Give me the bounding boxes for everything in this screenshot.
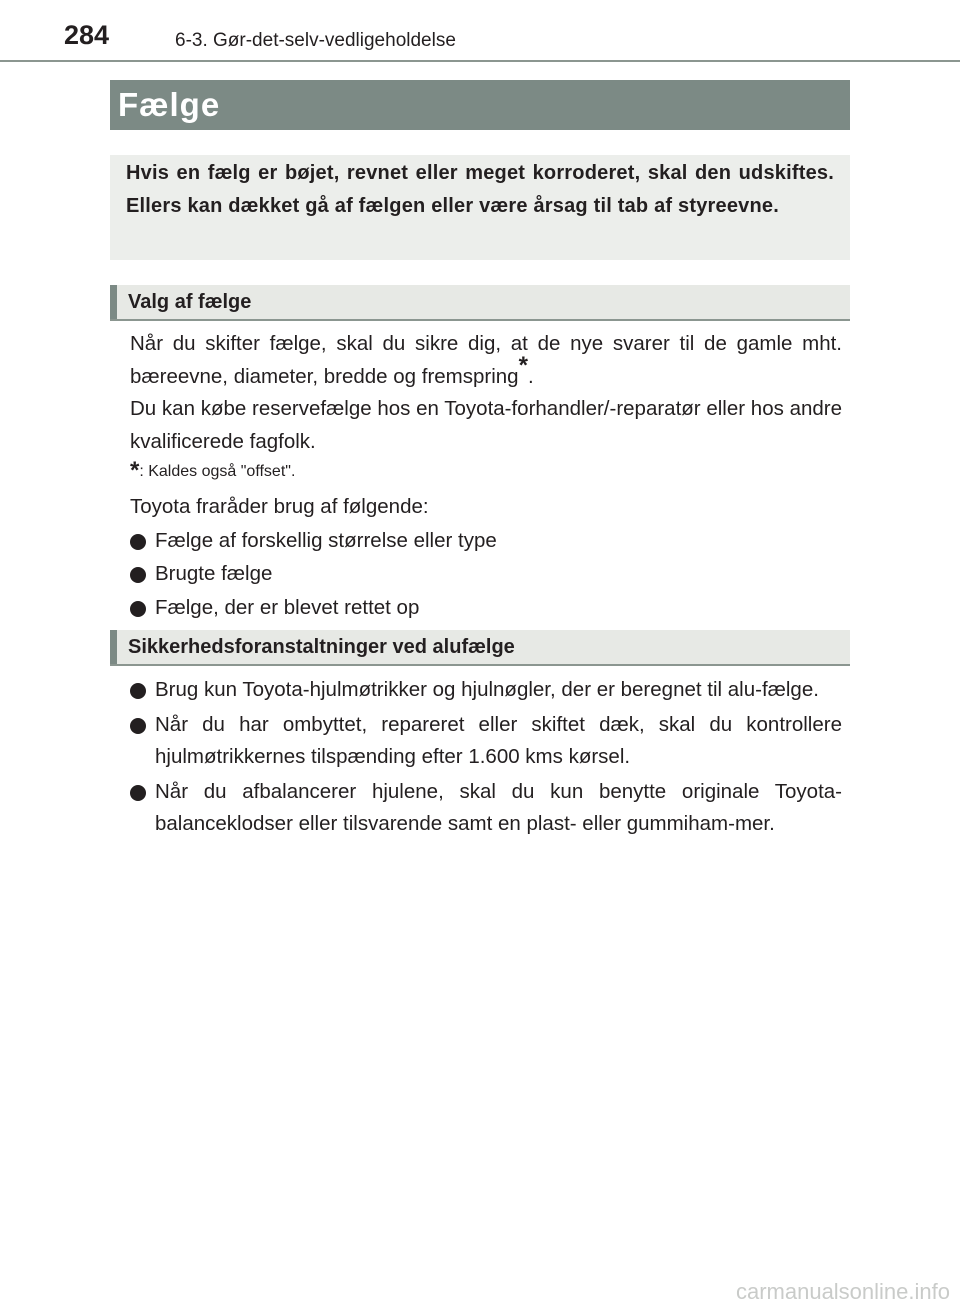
subheading-accent-bar — [110, 630, 117, 664]
paragraph-purchase: Du kan købe reservefælge hos en Toyota-forhandler/-reparatør eller hos andre kvalificerede fagfolk. — [130, 397, 842, 453]
subheading-label: Valg af fælge — [128, 291, 252, 313]
watermark: carmanualsonline.info — [735, 1279, 950, 1304]
bullet-icon — [130, 683, 146, 699]
title-banner — [110, 80, 850, 130]
bullet-icon — [130, 785, 146, 801]
section-valg-body — [130, 328, 842, 624]
section-reference: 6-3. Gør-det-selv-vedligeholdelse — [175, 30, 456, 51]
list-item: Når du har ombyttet, repareret eller skiftet dæk, skal du kontrollere hjulmøtrikkernes tilspænding efter 1.600 kms kørsel. — [130, 709, 842, 774]
section-alufaelge-body — [130, 674, 842, 841]
intro-text: Hvis en fælg er bøjet, revnet eller meget korroderet, skal den udskiftes. Ellers kan dækket gå af fælgen eller være årsag til tab af styreevne. — [126, 162, 834, 217]
bullet-list-safety — [130, 674, 842, 841]
subheading-accent-bar — [110, 285, 117, 319]
subheading-label: Sikkerhedsforanstaltninger ved alufælge — [128, 636, 515, 658]
subheading-valg-af-faelge — [110, 285, 850, 321]
subheading-sikkerhed-alufaelge — [110, 630, 850, 666]
bullet-icon — [130, 718, 146, 734]
list-item: Brugte fælge — [130, 558, 842, 591]
intro-box — [110, 155, 850, 260]
list-item: Brug kun Toyota-hjulmøtrikker og hjulnøgler, der er beregnet til alu-fælge. — [130, 674, 842, 707]
page-title: Fælge — [118, 86, 221, 123]
footnote: *: Kaldes også "offset". — [130, 457, 296, 484]
footnote-asterisk: * — [130, 457, 140, 484]
asterisk-mark: * — [518, 351, 528, 379]
bullet-icon — [130, 534, 146, 550]
page-number: 284 — [64, 20, 110, 50]
header-divider — [0, 60, 960, 62]
page-header — [0, 0, 960, 62]
bullet-list-avoid — [130, 525, 842, 625]
paragraph-lead: Toyota fraråder brug af følgende: — [130, 495, 429, 518]
bullet-icon — [130, 567, 146, 583]
list-item: Når du afbalancerer hjulene, skal du kun benytte originale Toyota-balanceklodser eller tilsvarende samt en plast- eller gummiham-mer. — [130, 776, 842, 841]
paragraph-requirements: Når du skifter fælge, skal du sikre dig, at de nye svarer til de gamle mht. bæreevne, diameter, bredde og fremspring*. — [130, 332, 842, 388]
bullet-icon — [130, 601, 146, 617]
list-item: Fælge, der er blevet rettet op — [130, 592, 842, 625]
list-item: Fælge af forskellig størrelse eller type — [130, 525, 842, 558]
